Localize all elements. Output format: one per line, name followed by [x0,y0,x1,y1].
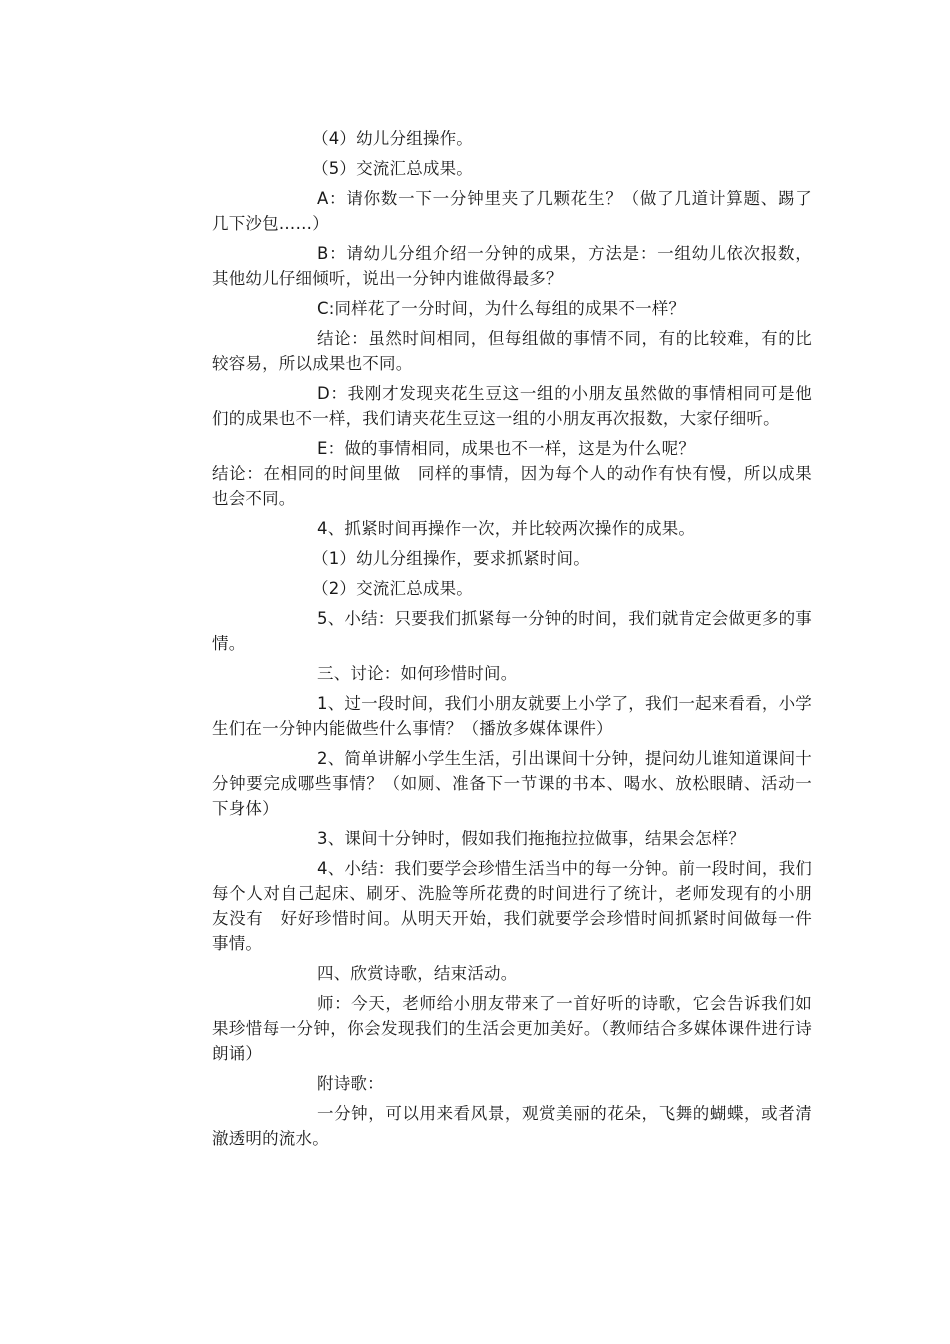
paragraph: 3、课间十分钟时，假如我们拖拖拉拉做事，结果会怎样？ [317,829,746,848]
paragraph: A：请你数一下一分钟里夹了几颗花生？（做了几道计算题、踢了几下沙包……） [212,189,812,233]
paragraph: （4）幼儿分组操作。 [312,129,473,148]
paragraph: 一分钟，可以用来看风景，观赏美丽的花朵，飞舞的蝴蝶，或者清澈透明的流水。 [212,1104,812,1148]
paragraph: 4、小结：我们要学会珍惜生活当中的每一分钟。前一段时间，我们每个人对自己起床、刷牙、洗脸等所花费的时间进行了统计，老师发现有的小朋友没有 好好珍惜时间。从明天开始，我们就要学会珍惜时间抓紧时间做每一件事情。 [212,859,812,953]
paragraph: （2）交流汇总成果。 [312,579,473,598]
paragraph: （5）交流汇总成果。 [312,159,473,178]
paragraph: 5、小结：只要我们抓紧每一分钟的时间，我们就肯定会做更多的事情。 [212,609,812,653]
paragraph: 师：今天，老师给小朋友带来了一首好听的诗歌，它会告诉我们如果珍惜每一分钟，你会发现我们的生活会更加美好。（教师结合多媒体课件进行诗朗诵） [212,994,812,1063]
section-heading: 四、欣赏诗歌，结束活动。 [317,964,518,983]
paragraph: D：我刚才发现夹花生豆这一组的小朋友虽然做的事情相同可是他们的成果也不一样，我们请夹花生豆这一组的小朋友再次报数，大家仔细听。 [212,384,812,428]
paragraph: 4、抓紧时间再操作一次，并比较两次操作的成果。 [317,519,696,538]
paragraph: 结论：虽然时间相同，但每组做的事情不同，有的比较难，有的比较容易，所以成果也不同。 [212,329,812,373]
paragraph: C:同样花了一分时间，为什么每组的成果不一样？ [317,299,686,318]
paragraph: E：做的事情相同，成果也不一样，这是为什么呢？ [317,439,696,458]
document-body [212,126,812,1156]
paragraph: （1）幼儿分组操作，要求抓紧时间。 [312,549,590,568]
paragraph: 结论：在相同的时间里做 同样的事情，因为每个人的动作有快有慢，所以成果也会不同。 [212,464,812,508]
section-heading: 三、讨论：如何珍惜时间。 [317,664,518,683]
paragraph: 附诗歌： [317,1074,384,1093]
paragraph: B：请幼儿分组介绍一分钟的成果，方法是：一组幼儿依次报数，其他幼儿仔细倾听，说出一分钟内谁做得最多？ [212,244,812,288]
paragraph: 1、过一段时间，我们小朋友就要上小学了，我们一起来看看，小学生们在一分钟内能做些什么事情？（播放多媒体课件） [212,694,812,738]
paragraph: 2、简单讲解小学生生活，引出课间十分钟，提问幼儿谁知道课间十分钟要完成哪些事情？（如厕、准备下一节课的书本、喝水、放松眼睛、活动一下身体） [212,749,812,818]
